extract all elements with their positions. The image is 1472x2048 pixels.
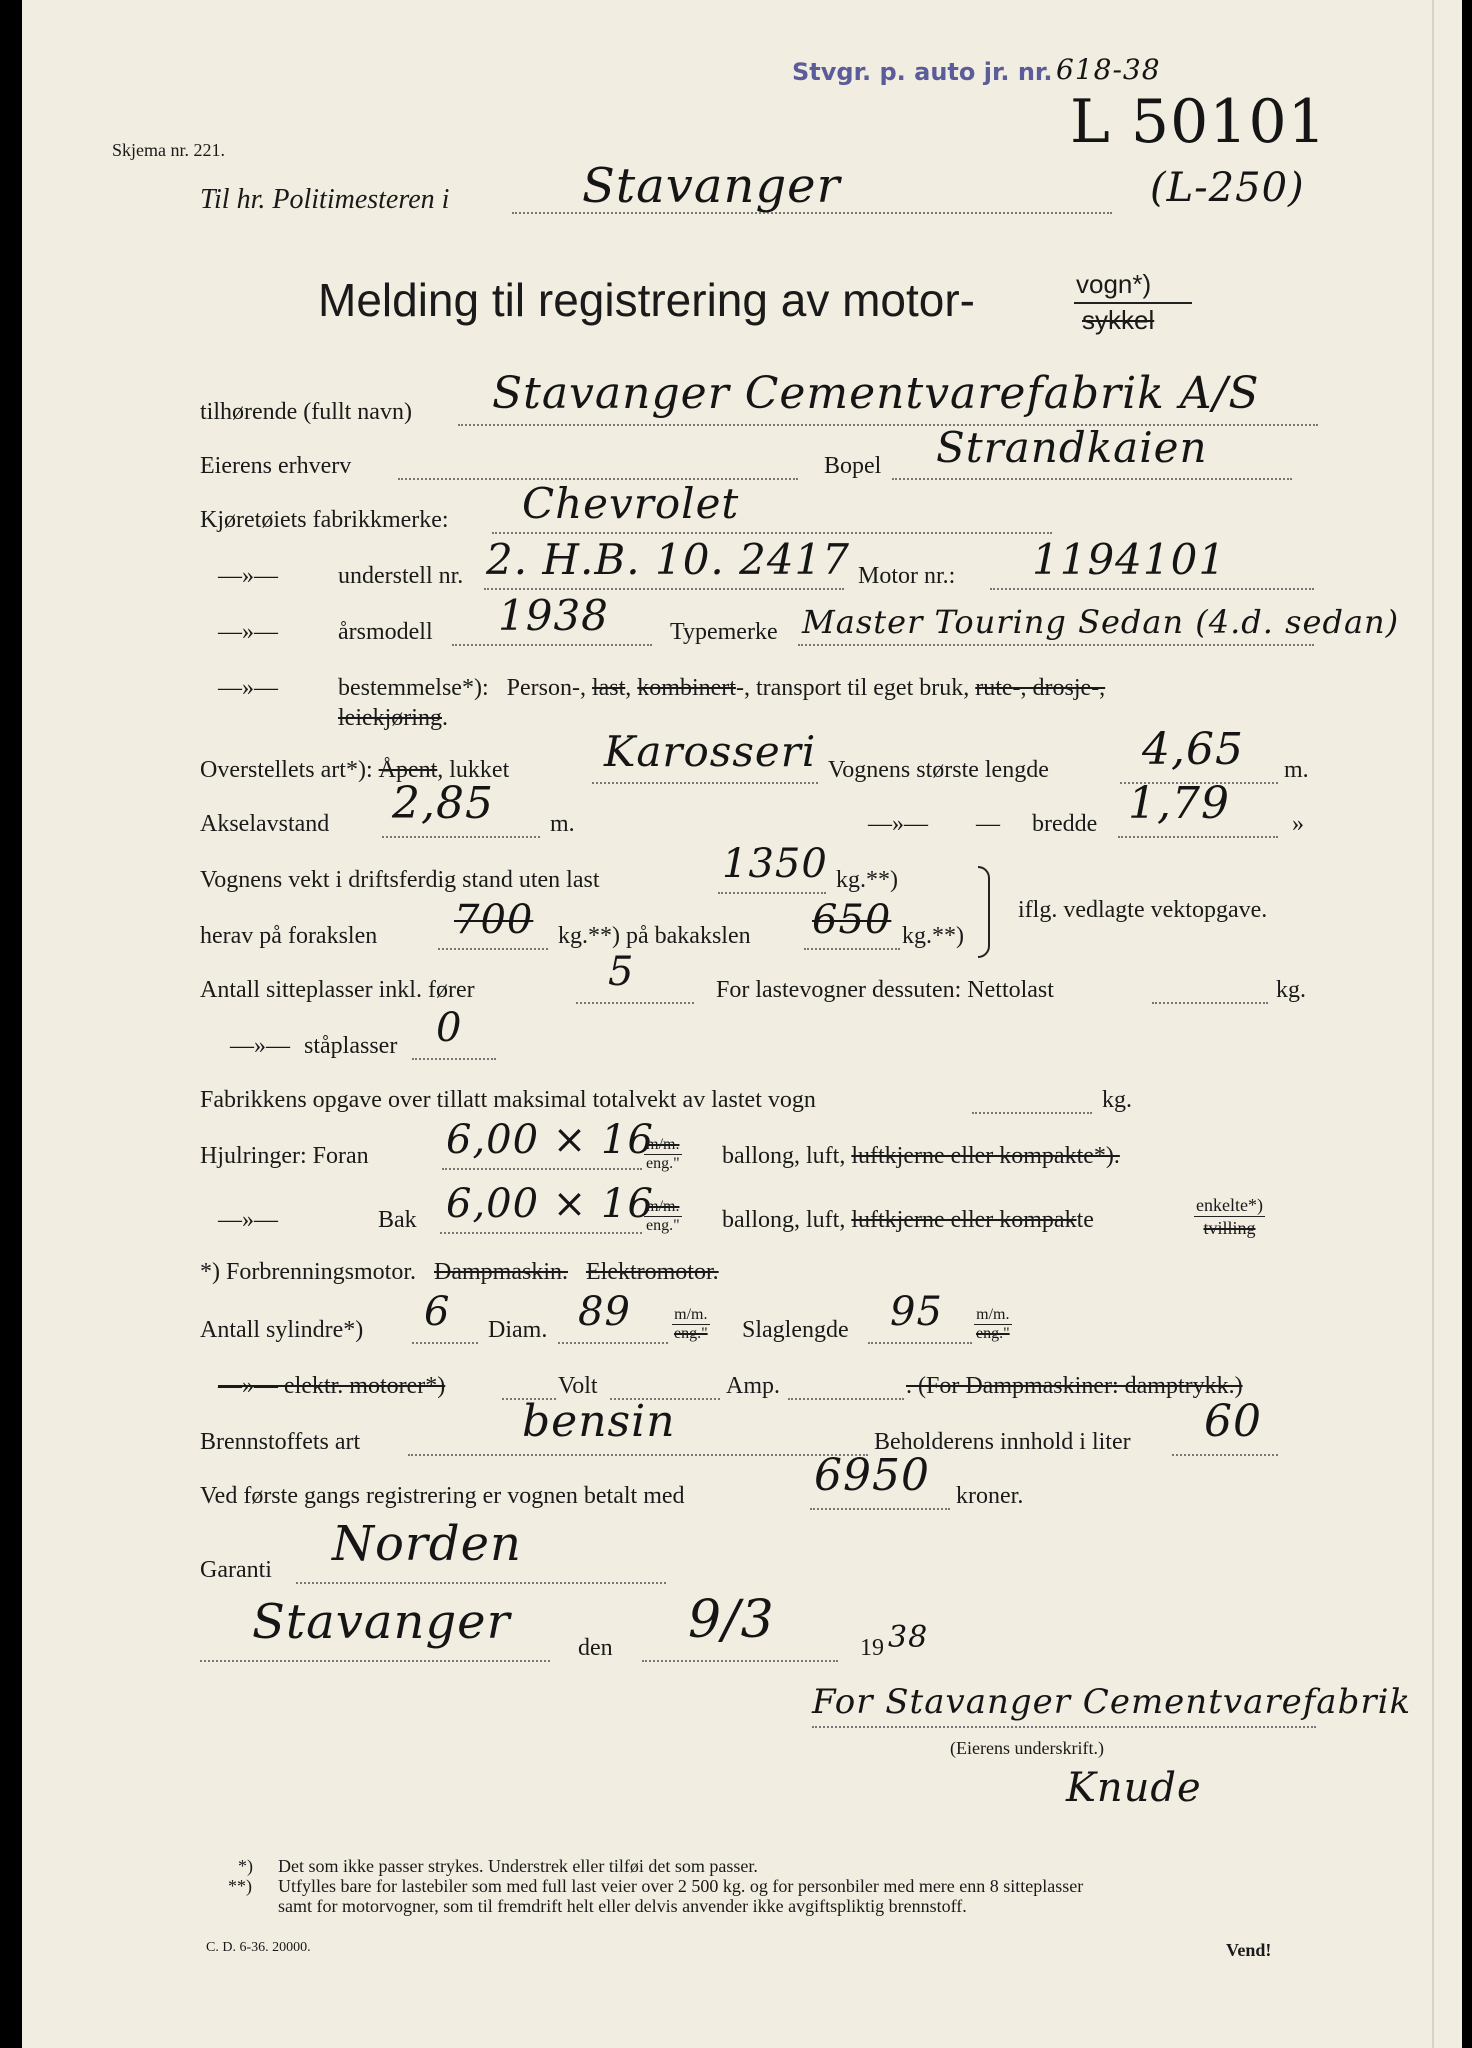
engine-label: Motor nr.: bbox=[858, 563, 956, 589]
ditto-mark: —»— bbox=[230, 1033, 290, 1059]
weight-value: 1350 bbox=[722, 841, 828, 887]
chassis-label: understell nr. bbox=[338, 563, 464, 589]
signature-mark: Knude bbox=[1066, 1765, 1202, 1811]
price-line bbox=[810, 1508, 950, 1510]
ditto-mark: —»— bbox=[218, 675, 278, 701]
engine-value: 1194101 bbox=[1032, 535, 1227, 584]
engine-electric: Elektromotor. bbox=[585, 1259, 719, 1285]
cylinders-label: Antall sylindre*) bbox=[200, 1317, 364, 1343]
fuel-value: bensin bbox=[522, 1396, 676, 1447]
truck-label: For lastevogner dessuten: Nettolast bbox=[716, 977, 1054, 1003]
fold-line bbox=[1432, 0, 1434, 2048]
make-line bbox=[492, 532, 1052, 534]
body-type-open: Åpent bbox=[378, 757, 438, 783]
cylinders-value: 6 bbox=[424, 1289, 451, 1335]
rear-axle-unit: kg.**) bbox=[902, 923, 964, 949]
signature-caption: (Eierens underskrift.) bbox=[950, 1738, 1104, 1758]
volt-label: Volt bbox=[558, 1373, 598, 1399]
fuel-line bbox=[408, 1454, 868, 1456]
occupation-label: Eierens erhverv bbox=[200, 453, 352, 479]
weight-line bbox=[718, 892, 826, 894]
max-weight-label: Fabrikkens opgave over tillatt maksimal totalvekt av lastet vogn bbox=[200, 1087, 816, 1113]
owner-value: Stavanger Cementvarefabrik A/S bbox=[492, 368, 1260, 419]
place-line bbox=[200, 1660, 550, 1662]
date-den: den bbox=[578, 1635, 613, 1661]
front-axle-line bbox=[438, 948, 548, 950]
residence-line bbox=[892, 478, 1292, 480]
make-value: Chevrolet bbox=[522, 479, 740, 528]
tires-front-type bbox=[722, 1142, 1120, 1170]
stroke-unit bbox=[974, 1306, 1012, 1343]
purpose-line bbox=[338, 674, 1105, 702]
diam-unit bbox=[672, 1306, 710, 1343]
make-label: Kjøretøiets fabrikkmerke: bbox=[200, 507, 449, 533]
standing-line bbox=[412, 1058, 496, 1060]
wheelbase-value: 2,85 bbox=[392, 778, 494, 829]
purpose-end: . bbox=[441, 705, 448, 731]
seats-line bbox=[576, 1002, 694, 1004]
tires-front-label: Hjulringer: Foran bbox=[200, 1143, 369, 1169]
option-single: enkelte*) bbox=[1196, 1195, 1263, 1215]
title-option-sykkel: sykkel bbox=[1082, 305, 1155, 335]
body-type-closed: , lukket bbox=[437, 757, 510, 783]
footnote-2a: Utfylles bare for lastebiler som med full last veier over 2 500 kg. og for personbiler med mere enn 8 sitteplasser bbox=[278, 1876, 1084, 1896]
standing-value: 0 bbox=[436, 1005, 463, 1051]
tires-rear-value: 6,00 × 16 bbox=[446, 1181, 654, 1227]
chassis-value: 2. H.B. 10. 2417 bbox=[486, 535, 850, 584]
print-code: C. D. 6-36. 20000. bbox=[206, 1940, 311, 1955]
stroke-value: 95 bbox=[890, 1289, 943, 1335]
body-type-field bbox=[592, 782, 818, 784]
length-value: 4,65 bbox=[1142, 724, 1244, 775]
weight-unit: kg.**) bbox=[836, 867, 898, 893]
model-year-label: årsmodell bbox=[338, 619, 433, 645]
year-prefix: 19 bbox=[860, 1635, 884, 1661]
width-unit: » bbox=[1292, 811, 1304, 837]
tires-rear-option bbox=[1194, 1194, 1265, 1239]
width-label: bredde bbox=[1032, 811, 1098, 837]
purpose-line-2 bbox=[338, 704, 448, 732]
unit-eng: eng." bbox=[674, 1325, 708, 1342]
weight-note: iflg. vedlagte vektopgave. bbox=[1018, 897, 1268, 923]
tires-rear-unit bbox=[644, 1198, 682, 1235]
ditto-mark: —»— bbox=[218, 563, 278, 589]
purpose-rute-drosje: rute-, drosje-, bbox=[975, 675, 1106, 701]
diam-label: Diam. bbox=[488, 1317, 548, 1343]
signature-line bbox=[812, 1726, 1316, 1728]
signature-text: For Stavanger Cementvarefabrik bbox=[812, 1682, 1412, 1722]
stamp-text: Stvgr. p. auto jr. nr. bbox=[792, 58, 1053, 86]
guarantee-value: Norden bbox=[332, 1516, 522, 1572]
length-label: Vognens største lengde bbox=[828, 757, 1049, 783]
tires-front-line bbox=[442, 1168, 642, 1170]
title-option-vogn: vogn*) bbox=[1076, 269, 1152, 299]
recipient-label: Til hr. Politimesteren i bbox=[200, 184, 450, 215]
wheelbase-label: Akselavstand bbox=[200, 811, 330, 837]
unit-mm: m/m. bbox=[644, 1136, 682, 1155]
purpose-last: last bbox=[591, 675, 626, 701]
ditto-mark: —»— bbox=[218, 1207, 278, 1233]
price-value: 6950 bbox=[814, 1450, 930, 1501]
recipient-value: Stavanger bbox=[582, 158, 841, 214]
engine-combustion: *) Forbrenningsmotor. bbox=[200, 1259, 416, 1285]
fuel-label: Brennstoffets art bbox=[200, 1429, 361, 1455]
rear-axle-line bbox=[804, 948, 900, 950]
rear-axle-value: 650 bbox=[812, 897, 892, 943]
tank-label: Beholderens innhold i liter bbox=[874, 1429, 1131, 1455]
residence-label: Bopel bbox=[824, 453, 882, 479]
length-unit: m. bbox=[1284, 757, 1309, 783]
tires-rear-tail: te bbox=[1076, 1207, 1094, 1233]
max-weight-unit: kg. bbox=[1102, 1087, 1132, 1113]
unit-eng: eng." bbox=[646, 1217, 680, 1234]
electric-label: —»— elektr. motorer*) bbox=[218, 1373, 446, 1399]
tires-front-value: 6,00 × 16 bbox=[446, 1117, 654, 1163]
rear-axle-label: kg.**) på bakakslen bbox=[558, 923, 751, 949]
chassis-line bbox=[484, 588, 844, 590]
stroke-label: Slaglengde bbox=[742, 1317, 849, 1343]
weight-brace bbox=[978, 866, 990, 958]
turn-over: Vend! bbox=[1226, 1940, 1272, 1960]
standing-label: ståplasser bbox=[304, 1033, 398, 1059]
wheelbase-line bbox=[382, 836, 540, 838]
date-value: 9/3 bbox=[688, 1590, 775, 1650]
unit-eng: eng." bbox=[646, 1155, 680, 1172]
office-stamp bbox=[792, 58, 1052, 86]
wheelbase-unit: m. bbox=[550, 811, 575, 837]
type-mark-label: Typemerke bbox=[670, 619, 778, 645]
diam-line bbox=[558, 1342, 668, 1344]
title-fraction-bar bbox=[1074, 302, 1192, 304]
model-year-line bbox=[452, 644, 652, 646]
tank-line bbox=[1172, 1454, 1278, 1456]
engine-line bbox=[990, 588, 1314, 590]
purpose-sep: , bbox=[625, 675, 638, 701]
registration-code: (L-250) bbox=[1150, 165, 1305, 211]
front-axle-label: herav på forakslen bbox=[200, 923, 378, 949]
tires-rear-line bbox=[440, 1232, 642, 1234]
amp-label: Amp. bbox=[726, 1373, 780, 1399]
form-title: Melding til registrering av motor- bbox=[318, 274, 976, 326]
purpose-kombinert: kombinert bbox=[637, 675, 736, 701]
type-mark-line bbox=[798, 644, 1314, 646]
width-value: 1,79 bbox=[1128, 778, 1230, 829]
price-unit: kroner. bbox=[956, 1483, 1024, 1509]
unit-mm: m/m. bbox=[672, 1306, 710, 1325]
unit-mm: m/m. bbox=[644, 1198, 682, 1217]
unit-mm: m/m. bbox=[974, 1306, 1012, 1325]
tires-front-text: ballong, luft, bbox=[722, 1143, 852, 1169]
steam-pressure: . (For Dampmaskiner: damptrykk.) bbox=[906, 1373, 1243, 1399]
tires-front-strike: luftkjerne eller kompakte*). bbox=[851, 1143, 1120, 1169]
option-twin: tvilling bbox=[1203, 1218, 1256, 1238]
net-load-line bbox=[1152, 1002, 1268, 1004]
width-dash: — bbox=[976, 811, 1000, 837]
weight-label: Vognens vekt i driftsferdig stand uten last bbox=[200, 867, 600, 893]
guarantee-label: Garanti bbox=[200, 1557, 272, 1583]
purpose-label: bestemmelse*): bbox=[338, 675, 489, 701]
residence-value: Strandkaien bbox=[936, 423, 1208, 472]
diam-value: 89 bbox=[578, 1289, 631, 1335]
footnote-1-mark: *) bbox=[238, 1856, 253, 1876]
purpose-transport: -, transport til eget bruk, bbox=[735, 675, 976, 701]
footnote-1: Det som ikke passer strykes. Understrek eller tilføi det som passer. bbox=[278, 1856, 758, 1876]
schema-number: Skjema nr. 221. bbox=[112, 140, 225, 160]
year-value: 38 bbox=[888, 1620, 929, 1655]
net-load-unit: kg. bbox=[1276, 977, 1306, 1003]
cylinders-line bbox=[412, 1342, 478, 1344]
unit-eng: eng." bbox=[976, 1325, 1010, 1342]
footnote-2-mark: **) bbox=[228, 1876, 252, 1896]
place-value: Stavanger bbox=[252, 1594, 511, 1650]
ditto-mark: —»— bbox=[868, 811, 928, 837]
owner-label: tilhørende (fullt navn) bbox=[200, 399, 412, 425]
tires-rear-strike: luftkjerne eller kompak bbox=[851, 1207, 1077, 1233]
purpose-leiekjoring: leiekjøring bbox=[338, 705, 442, 731]
stamp-number: 618-38 bbox=[1056, 53, 1161, 86]
stroke-line bbox=[868, 1342, 972, 1344]
tank-value: 60 bbox=[1204, 1396, 1262, 1447]
price-label: Ved første gangs registrering er vognen betalt med bbox=[200, 1483, 685, 1509]
date-line bbox=[642, 1660, 838, 1662]
engine-steam: Dampmaskin. bbox=[434, 1259, 568, 1285]
ditto-mark: —»— bbox=[218, 619, 278, 645]
purpose-person: Person bbox=[506, 675, 572, 701]
tires-rear-text: ballong, luft, bbox=[722, 1207, 852, 1233]
engine-type-line bbox=[200, 1258, 719, 1286]
registration-form bbox=[22, 0, 1462, 2048]
tires-rear-label: Bak bbox=[378, 1207, 417, 1233]
body-type-value: Karosseri bbox=[604, 727, 817, 776]
model-year-value: 1938 bbox=[498, 591, 609, 640]
guarantee-line bbox=[296, 1582, 666, 1584]
type-mark-value: Master Touring Sedan (4.d. sedan) bbox=[802, 603, 1400, 641]
body-type-label: Overstellets art*): bbox=[200, 757, 373, 783]
front-axle-value: 700 bbox=[454, 897, 534, 943]
amp-line bbox=[788, 1398, 904, 1400]
registration-number: L 50101 bbox=[1070, 87, 1327, 157]
width-line bbox=[1118, 836, 1278, 838]
tires-rear-type bbox=[722, 1206, 1094, 1234]
tires-front-unit bbox=[644, 1136, 682, 1173]
seats-value: 5 bbox=[608, 949, 635, 995]
seats-label: Antall sitteplasser inkl. fører bbox=[200, 977, 475, 1003]
footnote-2b: samt for motorvogner, som til fremdrift helt eller delvis anvender ikke avgiftspliktig brennstoff. bbox=[278, 1896, 967, 1916]
max-weight-line bbox=[972, 1112, 1092, 1114]
purpose-sep: -, bbox=[571, 675, 592, 701]
